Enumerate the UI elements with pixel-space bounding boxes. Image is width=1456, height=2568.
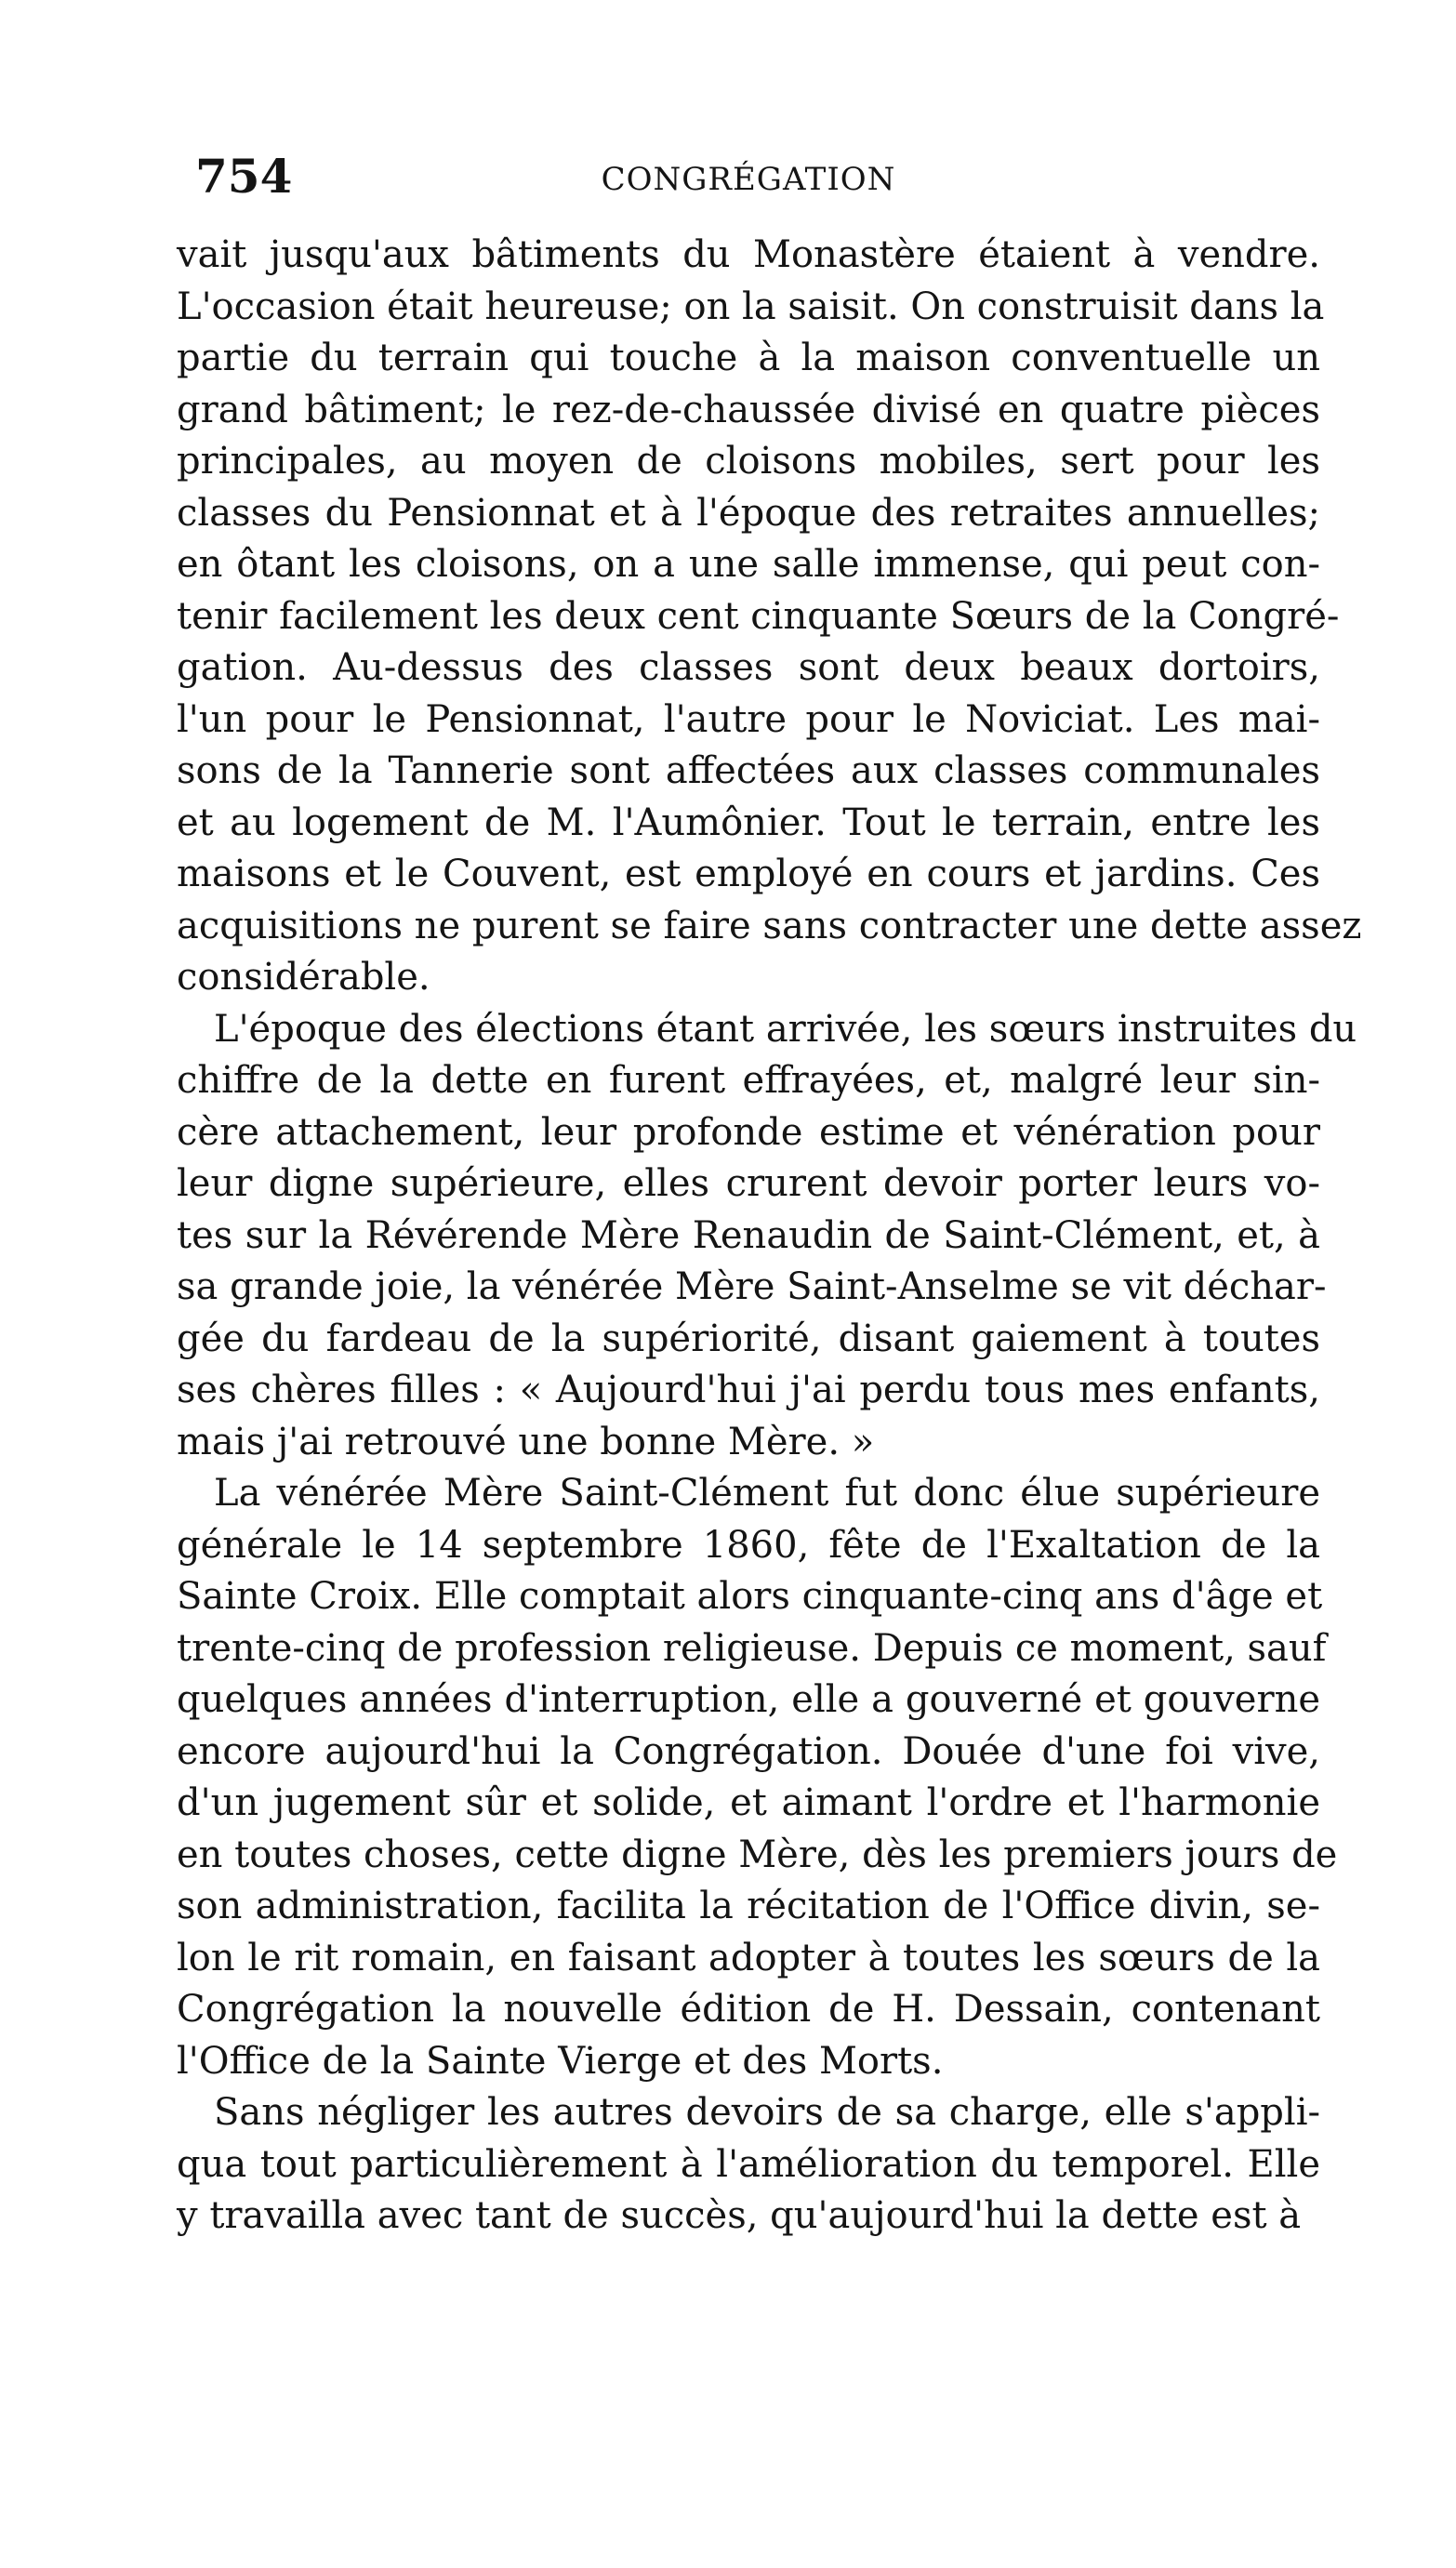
text-line: Congrégation la nouvelle édition de H. Dessain, contenant xyxy=(177,1988,1320,2031)
text-line: acquisitions ne purent se faire sans contracter une dette assez xyxy=(177,904,1362,947)
text-line: classes du Pensionnat et à l'époque des retraites annuelles; xyxy=(177,491,1320,535)
text-line: et au logement de M. l'Aumônier. Tout le terrain, entre les xyxy=(177,801,1320,844)
text-line: cère attachement, leur profonde estime et vénération pour xyxy=(177,1110,1320,1154)
text-line: d'un jugement sûr et solide, et aimant l'ordre et l'harmonie xyxy=(177,1781,1320,1824)
text-line: y travailla avec tant de succès, qu'aujourd'hui la dette est à xyxy=(177,2194,1302,2237)
text-line: partie du terrain qui touche à la maison conventuelle un xyxy=(177,337,1320,379)
text-line: L'époque des élections étant arrivée, les sœurs instruites du xyxy=(214,1007,1357,1051)
text-line: chiffre de la dette en furent effrayées, et, malgré leur sin- xyxy=(177,1059,1320,1102)
paragraph xyxy=(177,2087,1320,2243)
text-line: principales, au moyen de cloisons mobiles, sert pour les xyxy=(177,440,1320,483)
paragraph xyxy=(177,1004,1357,1469)
text-line: considérable. xyxy=(177,956,430,999)
text-line: mais j'ai retrouvé une bonne Mère. » xyxy=(177,1420,875,1463)
text-line: Sainte Croix. Elle comptait alors cinquante-cinq ans d'âge et xyxy=(177,1575,1323,1618)
text-line: lon le rit romain, en faisant adopter à toutes les sœurs de la xyxy=(177,1936,1320,1979)
text-line: L'occasion était heureuse; on la saisit. On construisit dans la xyxy=(177,285,1325,328)
text-line: en toutes choses, cette digne Mère, dès les premiers jours de xyxy=(177,1833,1338,1876)
body-text xyxy=(177,230,1362,2243)
text-line: l'Office de la Sainte Vierge et des Morts. xyxy=(177,2039,944,2083)
text-line: vait jusqu'aux bâtiments du Monastère étaient à vendre. xyxy=(177,233,1320,276)
text-line: maisons et le Couvent, est employé en cours et jardins. Ces xyxy=(177,853,1320,895)
page-header xyxy=(177,149,1320,205)
text-line: trente-cinq de profession religieuse. Depuis ce moment, sauf xyxy=(177,1626,1327,1670)
text-line: gation. Au-dessus des classes sont deux beaux dortoirs, xyxy=(177,646,1320,689)
text-line: gée du fardeau de la supériorité, disant gaiement à toutes xyxy=(177,1317,1320,1360)
text-line: générale le 14 septembre 1860, fête de l'Exaltation de la xyxy=(177,1523,1320,1567)
text-line: tenir facilement les deux cent cinquante Sœurs de la Congré- xyxy=(177,594,1340,638)
text-line: sons de la Tannerie sont affectées aux classes communales xyxy=(177,749,1320,792)
page-number: 754 xyxy=(195,149,293,204)
text-line: qua tout particulièrement à l'amélioration du temporel. Elle xyxy=(177,2142,1320,2186)
text-line: l'un pour le Pensionnat, l'autre pour le Noviciat. Les mai- xyxy=(177,697,1320,741)
text-line: sa grande joie, la vénérée Mère Saint-Anselme se vit déchar- xyxy=(177,1265,1327,1308)
text-line: ses chères filles : « Aujourd'hui j'ai perdu tous mes enfants, xyxy=(177,1369,1320,1411)
paragraph xyxy=(177,1468,1338,2087)
text-line: leur digne supérieure, elles crurent devoir porter leurs vo- xyxy=(177,1162,1320,1205)
text-line: tes sur la Révérende Mère Renaudin de Saint-Clément, et, à xyxy=(177,1213,1320,1257)
running-head: CONGRÉGATION xyxy=(601,161,896,198)
text-line: La vénérée Mère Saint-Clément fut donc élue supérieure xyxy=(214,1472,1320,1515)
text-line: son administration, facilita la récitation de l'Office divin, se- xyxy=(177,1885,1320,1927)
paragraph xyxy=(177,230,1362,1004)
text-line: en ôtant les cloisons, on a une salle immense, qui peut con- xyxy=(177,543,1320,586)
text-line: grand bâtiment; le rez-de-chaussée divisé en quatre pièces xyxy=(177,388,1320,431)
text-line: Sans négliger les autres devoirs de sa charge, elle s'appli- xyxy=(214,2091,1320,2134)
text-line: encore aujourd'hui la Congrégation. Douée d'une foi vive, xyxy=(177,1729,1320,1773)
text-line: quelques années d'interruption, elle a gouverné et gouverne xyxy=(177,1678,1320,1721)
